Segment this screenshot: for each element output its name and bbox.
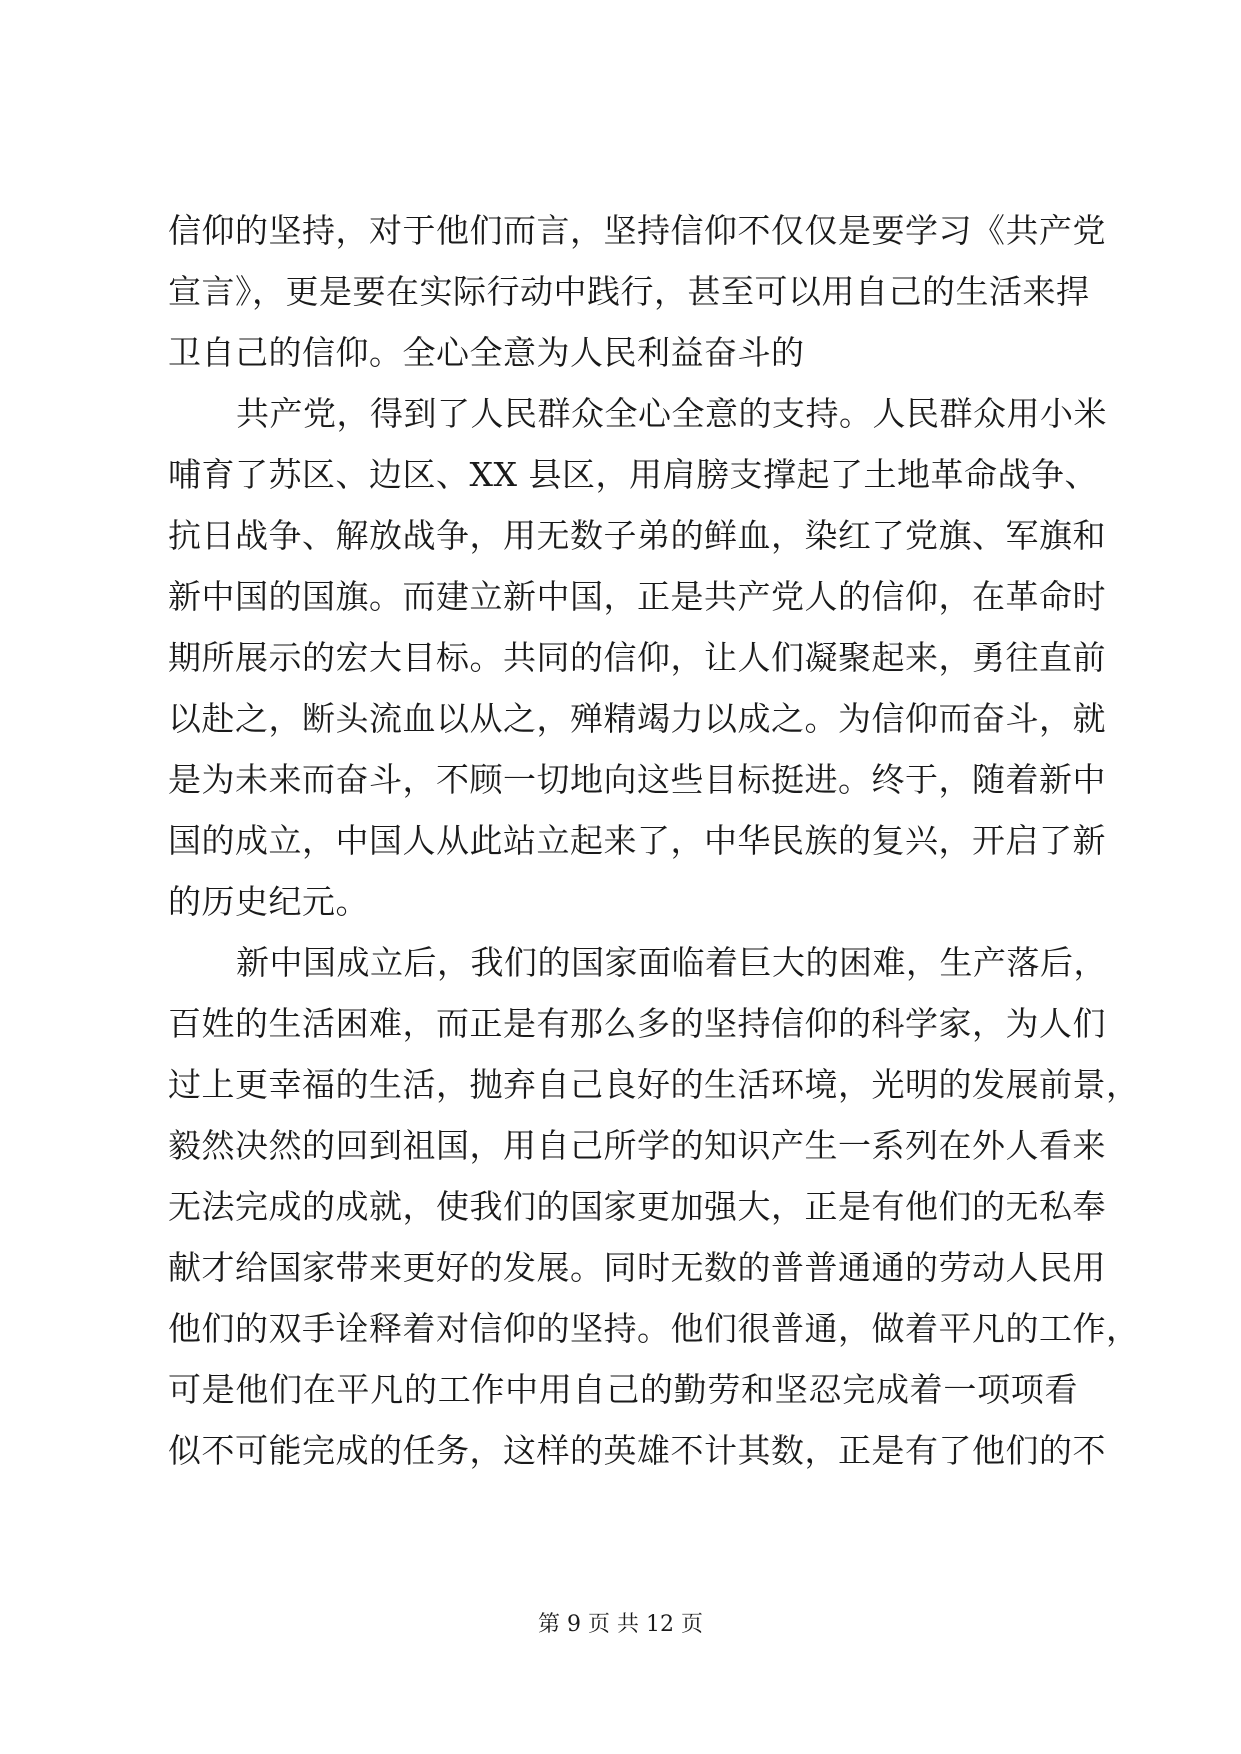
- text-line: 他们的双手诠释着对信仰的坚持。他们很普通，做着平凡的工作，: [168, 1309, 1140, 1348]
- text-line: 国的成立，中国人从此站立起来了，中华民族的复兴，开启了新: [168, 821, 1106, 860]
- text-line: 献才给国家带来更好的发展。同时无数的普普通通的劳动人民用: [168, 1248, 1106, 1287]
- text-line: 的历史纪元。: [168, 882, 369, 921]
- page-number-footer: 第 9 页 共 12 页: [538, 1612, 703, 1637]
- text-line: 卫自己的信仰。全心全意为人民利益奋斗的: [168, 333, 805, 372]
- text-line: 以赴之，断头流血以从之，殚精竭力以成之。为信仰而奋斗，就: [168, 699, 1106, 738]
- text-line: 毅然决然的回到祖国，用自己所学的知识产生一系列在外人看来: [168, 1126, 1106, 1165]
- text-line: 过上更幸福的生活，抛弃自己良好的生活环境，光明的发展前景，: [168, 1065, 1140, 1104]
- text-line: 共产党，得到了人民群众全心全意的支持。人民群众用小米: [236, 394, 1107, 433]
- text-line: 似不可能完成的任务，这样的英雄不计其数，正是有了他们的不: [168, 1431, 1106, 1470]
- text-line: 无法完成的成就，使我们的国家更加强大，正是有他们的无私奉: [168, 1187, 1106, 1226]
- text-line: 新中国成立后，我们的国家面临着巨大的困难，生产落后，: [236, 943, 1107, 982]
- document-body: [168, 200, 1140, 1481]
- text-line: 宣言》，更是要在实际行动中践行，甚至可以用自己的生活来捍: [168, 272, 1090, 311]
- text-line: 哺育了苏区、边区、XX 县区，用肩膀支撑起了土地革命战争、: [168, 455, 1098, 494]
- text-line: 可是他们在平凡的工作中用自己的勤劳和坚忍完成着一项项看: [168, 1370, 1078, 1409]
- text-line: 是为未来而奋斗，不顾一切地向这些目标挺进。终于，随着新中: [168, 760, 1106, 799]
- text-line: 信仰的坚持，对于他们而言，坚持信仰不仅仅是要学习《共产党: [168, 211, 1106, 250]
- text-line: 新中国的国旗。而建立新中国，正是共产党人的信仰，在革命时: [168, 577, 1106, 616]
- text-line: 百姓的生活困难，而正是有那么多的坚持信仰的科学家，为人们: [168, 1004, 1106, 1043]
- text-line: 期所展示的宏大目标。共同的信仰，让人们凝聚起来，勇往直前: [168, 638, 1106, 677]
- text-line: 抗日战争、解放战争，用无数子弟的鲜血，染红了党旗、军旗和: [168, 516, 1106, 555]
